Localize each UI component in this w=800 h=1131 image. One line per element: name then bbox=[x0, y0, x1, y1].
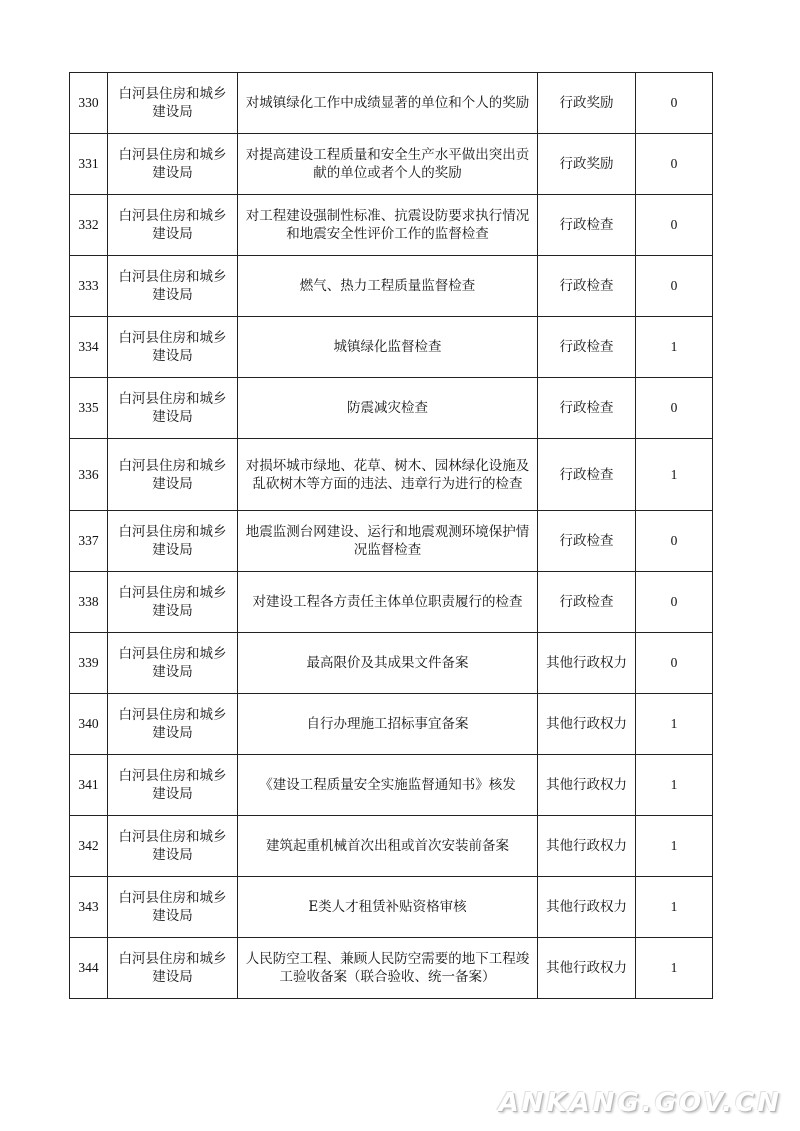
department-cell: 白河县住房和城乡建设局 bbox=[108, 439, 238, 511]
count-cell: 1 bbox=[636, 317, 713, 378]
power-item-cell: 防震减灾检查 bbox=[238, 378, 538, 439]
row-number-cell: 333 bbox=[70, 256, 108, 317]
power-item-cell: 燃气、热力工程质量监督检查 bbox=[238, 256, 538, 317]
power-item-cell: E类人才租赁补贴资格审核 bbox=[238, 877, 538, 938]
row-number-cell: 340 bbox=[70, 694, 108, 755]
count-cell: 0 bbox=[636, 256, 713, 317]
power-item-cell: 对建设工程各方责任主体单位职责履行的检查 bbox=[238, 572, 538, 633]
site-watermark: ANKANG.GOV.CN bbox=[498, 1088, 782, 1118]
power-type-cell: 其他行政权力 bbox=[538, 938, 636, 999]
table-row bbox=[70, 134, 713, 195]
table-row bbox=[70, 633, 713, 694]
row-number-cell: 344 bbox=[70, 938, 108, 999]
table-row bbox=[70, 195, 713, 256]
table-body bbox=[70, 73, 713, 999]
department-cell: 白河县住房和城乡建设局 bbox=[108, 633, 238, 694]
row-number-cell: 337 bbox=[70, 511, 108, 572]
count-cell: 0 bbox=[636, 73, 713, 134]
count-cell: 0 bbox=[636, 572, 713, 633]
power-item-cell: 最高限价及其成果文件备案 bbox=[238, 633, 538, 694]
department-cell: 白河县住房和城乡建设局 bbox=[108, 511, 238, 572]
table-row bbox=[70, 439, 713, 511]
row-number-cell: 341 bbox=[70, 755, 108, 816]
power-item-cell: 建筑起重机械首次出租或首次安装前备案 bbox=[238, 816, 538, 877]
department-cell: 白河县住房和城乡建设局 bbox=[108, 73, 238, 134]
count-cell: 1 bbox=[636, 816, 713, 877]
row-number-cell: 335 bbox=[70, 378, 108, 439]
table-row bbox=[70, 73, 713, 134]
power-list-table bbox=[69, 72, 713, 999]
count-cell: 0 bbox=[636, 378, 713, 439]
department-cell: 白河县住房和城乡建设局 bbox=[108, 256, 238, 317]
count-cell: 1 bbox=[636, 755, 713, 816]
power-item-cell: 地震监测台网建设、运行和地震观测环境保护情况监督检查 bbox=[238, 511, 538, 572]
power-type-cell: 行政检查 bbox=[538, 256, 636, 317]
row-number-cell: 339 bbox=[70, 633, 108, 694]
table-row bbox=[70, 572, 713, 633]
row-number-cell: 331 bbox=[70, 134, 108, 195]
count-cell: 1 bbox=[636, 694, 713, 755]
power-item-cell: 对损坏城市绿地、花草、树木、园林绿化设施及乱砍树木等方面的违法、违章行为进行的检查 bbox=[238, 439, 538, 511]
table-row bbox=[70, 511, 713, 572]
department-cell: 白河县住房和城乡建设局 bbox=[108, 877, 238, 938]
table-row bbox=[70, 694, 713, 755]
count-cell: 0 bbox=[636, 633, 713, 694]
power-type-cell: 行政检查 bbox=[538, 511, 636, 572]
power-item-cell: 人民防空工程、兼顾人民防空需要的地下工程竣工验收备案（联合验收、统一备案） bbox=[238, 938, 538, 999]
row-number-cell: 342 bbox=[70, 816, 108, 877]
power-type-cell: 其他行政权力 bbox=[538, 633, 636, 694]
department-cell: 白河县住房和城乡建设局 bbox=[108, 816, 238, 877]
count-cell: 1 bbox=[636, 439, 713, 511]
power-item-cell: 自行办理施工招标事宜备案 bbox=[238, 694, 538, 755]
row-number-cell: 334 bbox=[70, 317, 108, 378]
power-type-cell: 其他行政权力 bbox=[538, 755, 636, 816]
row-number-cell: 336 bbox=[70, 439, 108, 511]
power-type-cell: 行政检查 bbox=[538, 195, 636, 256]
power-type-cell: 行政奖励 bbox=[538, 134, 636, 195]
count-cell: 0 bbox=[636, 134, 713, 195]
count-cell: 1 bbox=[636, 938, 713, 999]
department-cell: 白河县住房和城乡建设局 bbox=[108, 572, 238, 633]
count-cell: 0 bbox=[636, 511, 713, 572]
row-number-cell: 338 bbox=[70, 572, 108, 633]
count-cell: 0 bbox=[636, 195, 713, 256]
table-row bbox=[70, 938, 713, 999]
power-type-cell: 其他行政权力 bbox=[538, 877, 636, 938]
power-item-cell: 对城镇绿化工作中成绩显著的单位和个人的奖励 bbox=[238, 73, 538, 134]
power-type-cell: 行政检查 bbox=[538, 572, 636, 633]
table-row bbox=[70, 378, 713, 439]
power-type-cell: 行政检查 bbox=[538, 439, 636, 511]
department-cell: 白河县住房和城乡建设局 bbox=[108, 195, 238, 256]
row-number-cell: 343 bbox=[70, 877, 108, 938]
table-row bbox=[70, 755, 713, 816]
table-row bbox=[70, 816, 713, 877]
power-type-cell: 行政检查 bbox=[538, 317, 636, 378]
table-row bbox=[70, 317, 713, 378]
department-cell: 白河县住房和城乡建设局 bbox=[108, 134, 238, 195]
power-item-cell: 《建设工程质量安全实施监督通知书》核发 bbox=[238, 755, 538, 816]
count-cell: 1 bbox=[636, 877, 713, 938]
power-item-cell: 城镇绿化监督检查 bbox=[238, 317, 538, 378]
power-item-cell: 对工程建设强制性标准、抗震设防要求执行情况和地震安全性评价工作的监督检查 bbox=[238, 195, 538, 256]
power-type-cell: 行政奖励 bbox=[538, 73, 636, 134]
department-cell: 白河县住房和城乡建设局 bbox=[108, 694, 238, 755]
row-number-cell: 330 bbox=[70, 73, 108, 134]
department-cell: 白河县住房和城乡建设局 bbox=[108, 378, 238, 439]
power-type-cell: 其他行政权力 bbox=[538, 816, 636, 877]
department-cell: 白河县住房和城乡建设局 bbox=[108, 938, 238, 999]
row-number-cell: 332 bbox=[70, 195, 108, 256]
table-row bbox=[70, 256, 713, 317]
table-row bbox=[70, 877, 713, 938]
power-type-cell: 其他行政权力 bbox=[538, 694, 636, 755]
department-cell: 白河县住房和城乡建设局 bbox=[108, 755, 238, 816]
power-type-cell: 行政检查 bbox=[538, 378, 636, 439]
power-item-cell: 对提高建设工程质量和安全生产水平做出突出贡献的单位或者个人的奖励 bbox=[238, 134, 538, 195]
department-cell: 白河县住房和城乡建设局 bbox=[108, 317, 238, 378]
